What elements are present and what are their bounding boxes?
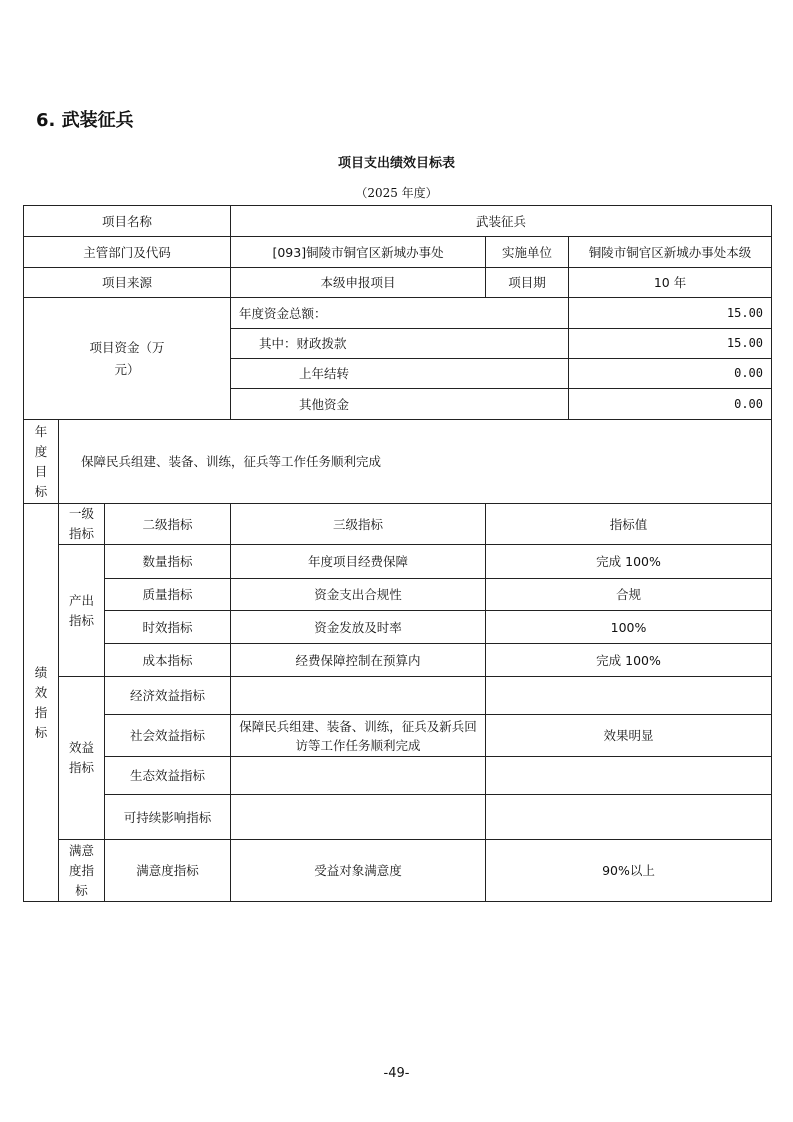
dept-value: [093]铜陵市铜官区新城办事处 bbox=[231, 237, 486, 268]
table-row bbox=[24, 677, 772, 715]
col-header-value: 指标值 bbox=[486, 504, 772, 545]
impl-unit-label: 实施单位 bbox=[486, 237, 569, 268]
period-value: 10 年 bbox=[569, 268, 772, 298]
output-level3: 资金发放及时率 bbox=[231, 611, 486, 644]
fund-other-value: 0.00 bbox=[569, 389, 772, 420]
col-header-level1-text: 一级指标 bbox=[68, 506, 94, 541]
table-row bbox=[24, 840, 772, 902]
table-row bbox=[24, 420, 772, 504]
fund-carryover-value: 0.00 bbox=[569, 359, 772, 389]
benefit-group-text: 效益指标 bbox=[68, 740, 94, 775]
benefit-level2: 生态效益指标 bbox=[105, 757, 231, 795]
satisfaction-group bbox=[59, 840, 105, 902]
benefit-value: 效果明显 bbox=[486, 715, 772, 757]
output-level3: 年度项目经费保障 bbox=[231, 545, 486, 579]
benefit-level3: 保障民兵组建、装备、训练，征兵及新兵回访等工作任务顺利完成 bbox=[231, 715, 486, 757]
fund-other-label: 其他资金 bbox=[231, 389, 569, 420]
fund-total-value: 15.00 bbox=[569, 298, 772, 329]
satisfaction-level2: 满意度指标 bbox=[105, 840, 231, 902]
table-row bbox=[24, 611, 772, 644]
project-name-value: 武装征兵 bbox=[231, 206, 772, 237]
output-value: 100% bbox=[486, 611, 772, 644]
year-label: （2025 年度） bbox=[355, 186, 438, 200]
table-row bbox=[24, 206, 772, 237]
impl-unit-value: 铜陵市铜官区新城办事处本级 bbox=[569, 237, 772, 268]
benefit-level2: 社会效益指标 bbox=[105, 715, 231, 757]
output-level2: 质量指标 bbox=[105, 579, 231, 611]
output-level3: 资金支出合规性 bbox=[231, 579, 486, 611]
perf-label bbox=[24, 504, 59, 902]
section-heading: 6. 武装征兵 bbox=[36, 110, 134, 131]
table-row bbox=[24, 795, 772, 840]
fund-carryover-label: 上年结转 bbox=[231, 359, 569, 389]
table-title: 项目支出绩效目标表 bbox=[337, 156, 455, 171]
output-level2: 时效指标 bbox=[105, 611, 231, 644]
table-row bbox=[24, 298, 772, 329]
col-header-level3: 三级指标 bbox=[231, 504, 486, 545]
benefit-level2: 可持续影响指标 bbox=[105, 795, 231, 840]
satisfaction-value: 90%以上 bbox=[486, 840, 772, 902]
source-label: 项目来源 bbox=[24, 268, 231, 298]
benefit-value bbox=[486, 757, 772, 795]
fund-fiscal-label: 其中：财政拨款 bbox=[231, 329, 569, 359]
output-group bbox=[59, 545, 105, 677]
annual-goal-label bbox=[24, 420, 59, 504]
table-row bbox=[24, 545, 772, 579]
funds-label-text: 项目资金（万元） bbox=[89, 339, 165, 377]
benefit-level3 bbox=[231, 757, 486, 795]
dept-label: 主管部门及代码 bbox=[24, 237, 231, 268]
benefit-value bbox=[486, 677, 772, 715]
table-row bbox=[24, 757, 772, 795]
benefit-group bbox=[59, 677, 105, 840]
output-value: 合规 bbox=[486, 579, 772, 611]
annual-goal-label-text: 年度目标 bbox=[34, 423, 48, 499]
benefit-level3 bbox=[231, 677, 486, 715]
perf-label-text: 绩效指标 bbox=[34, 664, 48, 740]
output-level2: 数量指标 bbox=[105, 545, 231, 579]
benefit-level3 bbox=[231, 795, 486, 840]
col-header-level2: 二级指标 bbox=[105, 504, 231, 545]
output-level2: 成本指标 bbox=[105, 644, 231, 677]
period-label: 项目期 bbox=[486, 268, 569, 298]
table-row bbox=[24, 715, 772, 757]
project-name-label: 项目名称 bbox=[24, 206, 231, 237]
fund-total-label: 年度资金总额： bbox=[231, 298, 569, 329]
annual-goal-value: 保障民兵组建、装备、训练，征兵等工作任务顺利完成 bbox=[59, 420, 772, 504]
table-row bbox=[24, 644, 772, 677]
benefit-level2: 经济效益指标 bbox=[105, 677, 231, 715]
funds-label bbox=[24, 298, 231, 420]
satisfaction-group-text: 满意度指标 bbox=[68, 842, 94, 898]
page-number: -49- bbox=[383, 1066, 410, 1081]
output-level3: 经费保障控制在预算内 bbox=[231, 644, 486, 677]
output-value: 完成 100% bbox=[486, 545, 772, 579]
table-row bbox=[24, 504, 772, 545]
fund-fiscal-value: 15.00 bbox=[569, 329, 772, 359]
table-row bbox=[24, 268, 772, 298]
benefit-value bbox=[486, 795, 772, 840]
satisfaction-level3: 受益对象满意度 bbox=[231, 840, 486, 902]
output-group-text: 产出指标 bbox=[68, 592, 94, 628]
performance-table bbox=[23, 205, 772, 902]
table-row bbox=[24, 579, 772, 611]
table-row bbox=[24, 237, 772, 268]
col-header-level1 bbox=[59, 504, 105, 545]
source-value: 本级申报项目 bbox=[231, 268, 486, 298]
output-value: 完成 100% bbox=[486, 644, 772, 677]
